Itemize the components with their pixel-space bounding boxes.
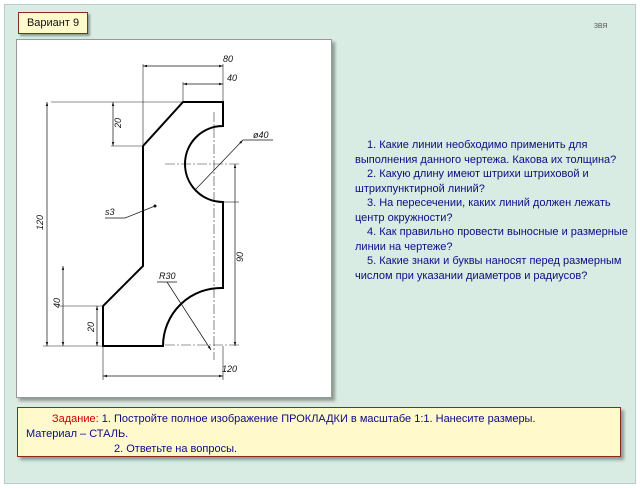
dim-120-horizontal: 120 (222, 364, 238, 374)
dim-40-top: 40 (227, 73, 238, 83)
dim-120-vertical: 120 (35, 214, 45, 230)
dim-90: 90 (235, 251, 245, 262)
task-line-1: 1. Постройте полное изображение ПРОКЛАДКИ в масштабе 1:1. Нанесите размеры. (98, 413, 536, 425)
dim-80: 80 (223, 54, 234, 64)
question-1: 1. Какие линии необходимо применить для выполнения данного чертежа. Какова их толщина? (355, 139, 617, 166)
gasket-drawing-svg (17, 40, 331, 397)
dim-20-bottom: 20 (86, 321, 96, 332)
question-2: 2. Какую длину имеют штрихи штриховой и штрихпунктирной линий? (355, 168, 589, 195)
page-number: 3ВЯ (594, 23, 608, 30)
task-line-2: Материал – СТАЛЬ. (26, 428, 129, 440)
leader-dot (154, 205, 157, 208)
question-4: 4. Как правильно провести выносные и размерные линии на чертеже? (355, 226, 628, 253)
technical-drawing (16, 39, 332, 398)
task-label: Задание: (52, 413, 99, 425)
dim-20-top: 20 (113, 117, 123, 128)
center-lines (165, 112, 239, 360)
dim-40-bottom: 40 (52, 297, 62, 308)
extension-lines (43, 64, 239, 380)
question-3: 3. На пересечении, каких линий должен лежать центр окружности? (355, 197, 611, 224)
gasket-outline (103, 102, 223, 346)
dimension-lines (47, 66, 273, 376)
question-5: 5. Какие знаки и буквы наносят перед размерным числом при указании диаметров и радиусов? (355, 255, 622, 282)
dim-diameter-40: ø40 (253, 130, 269, 140)
task-box (17, 407, 621, 457)
task-line-3: 2. Ответьте на вопросы. (114, 443, 238, 455)
questions-list (355, 138, 630, 283)
dim-s3: s3 (105, 207, 115, 217)
dim-r30: R30 (159, 271, 176, 281)
variant-badge: Вариант 9 (18, 12, 88, 34)
